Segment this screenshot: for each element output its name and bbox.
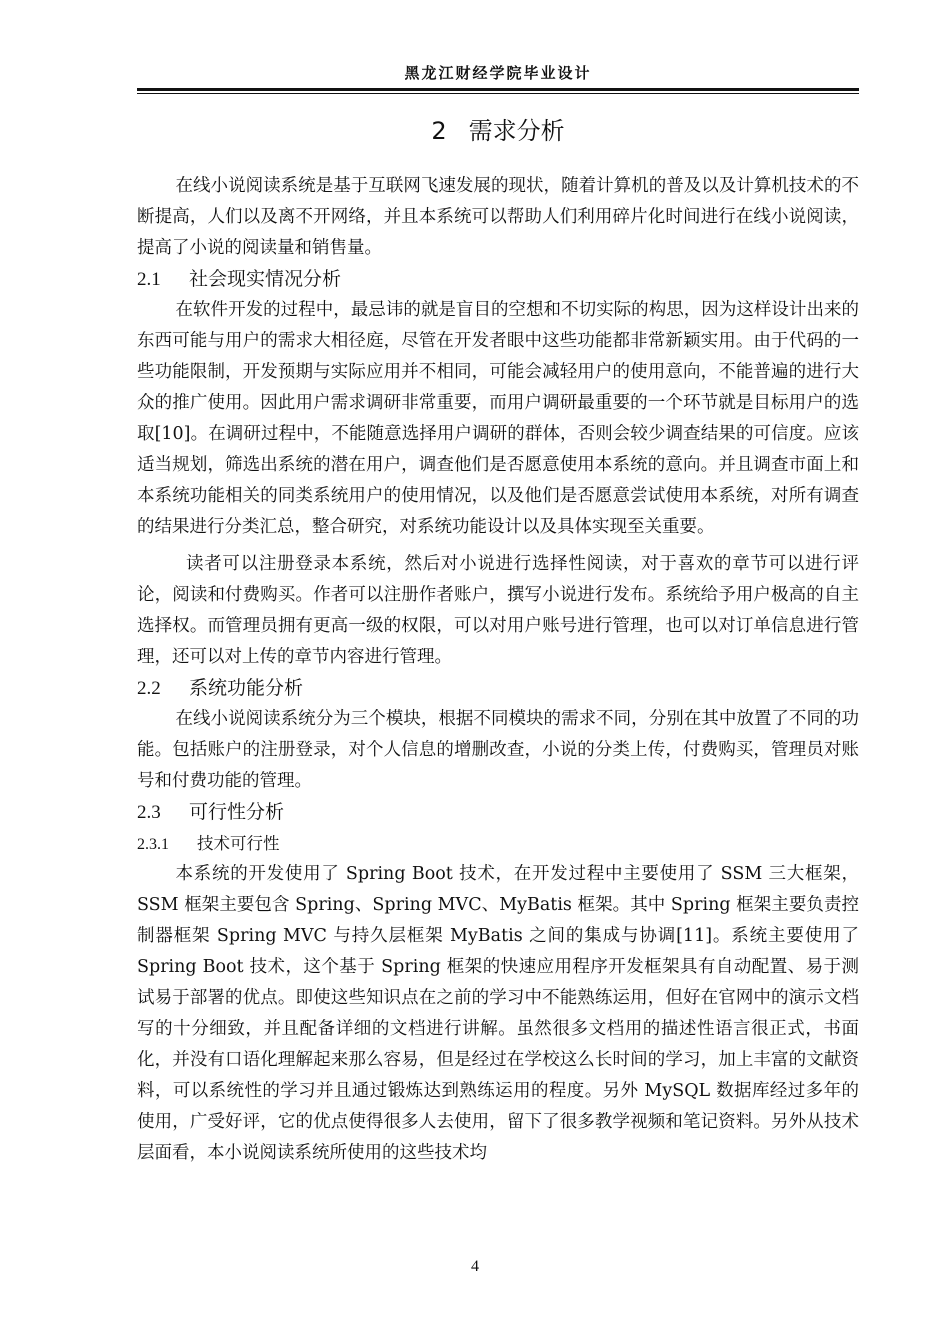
chapter-heading bbox=[137, 108, 859, 154]
intro-paragraph: 在线小说阅读系统是基于互联网飞速发展的现状，随着计算机的普及以及计算机技术的不断提高，人们以及离不开网络，并且本系统可以帮助人们利用碎片化时间进行在线小说阅读，提高了小说的阅读量和销售量。 bbox=[137, 176, 859, 258]
page-content bbox=[137, 108, 859, 1169]
section-number: 2.1 bbox=[137, 269, 161, 290]
section-number: 2.2 bbox=[137, 678, 161, 699]
subsection-heading-2-3-1 bbox=[137, 828, 859, 859]
paragraph: 读者可以注册登录本系统，然后对小说进行选择性阅读，对于喜欢的章节可以进行评论，阅读和付费购买。作者可以注册作者账户，撰写小说进行发布。系统给予用户极高的自主选择权。而管理员拥有更高一级的权限，可以对用户账号进行管理，也可以对订单信息进行管理，还可以对上传的章节内容进行管理。 bbox=[137, 554, 859, 667]
section-heading-2-2 bbox=[137, 673, 859, 704]
header-rule-thick bbox=[137, 88, 859, 91]
page-number: 4 bbox=[471, 1258, 479, 1275]
chapter-title: 需求分析 bbox=[468, 117, 565, 145]
paragraph: 本系统的开发使用了 Spring Boot 技术，在开发过程中主要使用了 SSM 三大框架，SSM 框架主要包含 Spring、Spring MVC、MyBatis 框架。其中 Spring 框架主要负责控制器框架 Spring MVC 与持久层框架 MyBatis 之间的集成与协调[11]。系统主要使用了 Spring Boot 技术，这个基于 Spring 框架的快速应用程序开发框架具有自动配置、易于测试易于部署的优点。即使这些知识点在之前的学习中不能熟练运用，但好在官网中的演示文档写的十分细致，并且配备详细的文档进行讲解。虽然很多文档用的描述性语言很正式，书面化，并没有口语化理解起来那么容易，但是经过在学校这么长时间的学习，加上丰富的文献资料，可以系统性的学习并且通过锻炼达到熟练运用的程度。另外 MySQL 数据库经过多年的使用，广受好评，它的优点使得很多人去使用，留下了很多教学视频和笔记资料。另外从技术层面看，本小说阅读系统所使用的这些技术均 bbox=[137, 864, 859, 1163]
section-title: 系统功能分析 bbox=[189, 677, 304, 699]
subsection-number: 2.3.1 bbox=[137, 836, 169, 853]
section-number: 2.3 bbox=[137, 802, 161, 823]
section-title: 可行性分析 bbox=[189, 801, 285, 823]
subsection-title: 技术可行性 bbox=[197, 834, 280, 853]
chapter-number: 2 bbox=[431, 117, 447, 145]
section-heading-2-3 bbox=[137, 797, 859, 828]
section-title: 社会现实情况分析 bbox=[189, 268, 342, 290]
section-heading-2-1 bbox=[137, 264, 859, 295]
header-rule-thin bbox=[137, 93, 859, 94]
running-header: 黑龙江财经学院毕业设计 bbox=[404, 64, 592, 82]
paragraph: 在线小说阅读系统分为三个模块，根据不同模块的需求不同，分别在其中放置了不同的功能。包括账户的注册登录，对个人信息的增删改查，小说的分类上传，付费购买，管理员对账号和付费功能的管理。 bbox=[137, 709, 859, 791]
paragraph: 在软件开发的过程中，最忌讳的就是盲目的空想和不切实际的构思，因为这样设计出来的东西可能与用户的需求大相径庭，尽管在开发者眼中这些功能都非常新颖实用。由于代码的一些功能限制，开发预期与实际应用并不相同，可能会减轻用户的使用意向，不能普遍的进行大众的推广使用。因此用户需求调研非常重要，而用户调研最重要的一个环节就是目标用户的选取[10]。在调研过程中，不能随意选择用户调研的群体，否则会较少调查结果的可信度。应该适当规划，筛选出系统的潜在用户，调查他们是否愿意使用本系统的意向。并且调查市面上和本系统功能相关的同类系统用户的使用情况，以及他们是否愿意尝试使用本系统，对所有调查的结果进行分类汇总，整合研究，对系统功能设计以及具体实现至关重要。 bbox=[137, 300, 859, 537]
